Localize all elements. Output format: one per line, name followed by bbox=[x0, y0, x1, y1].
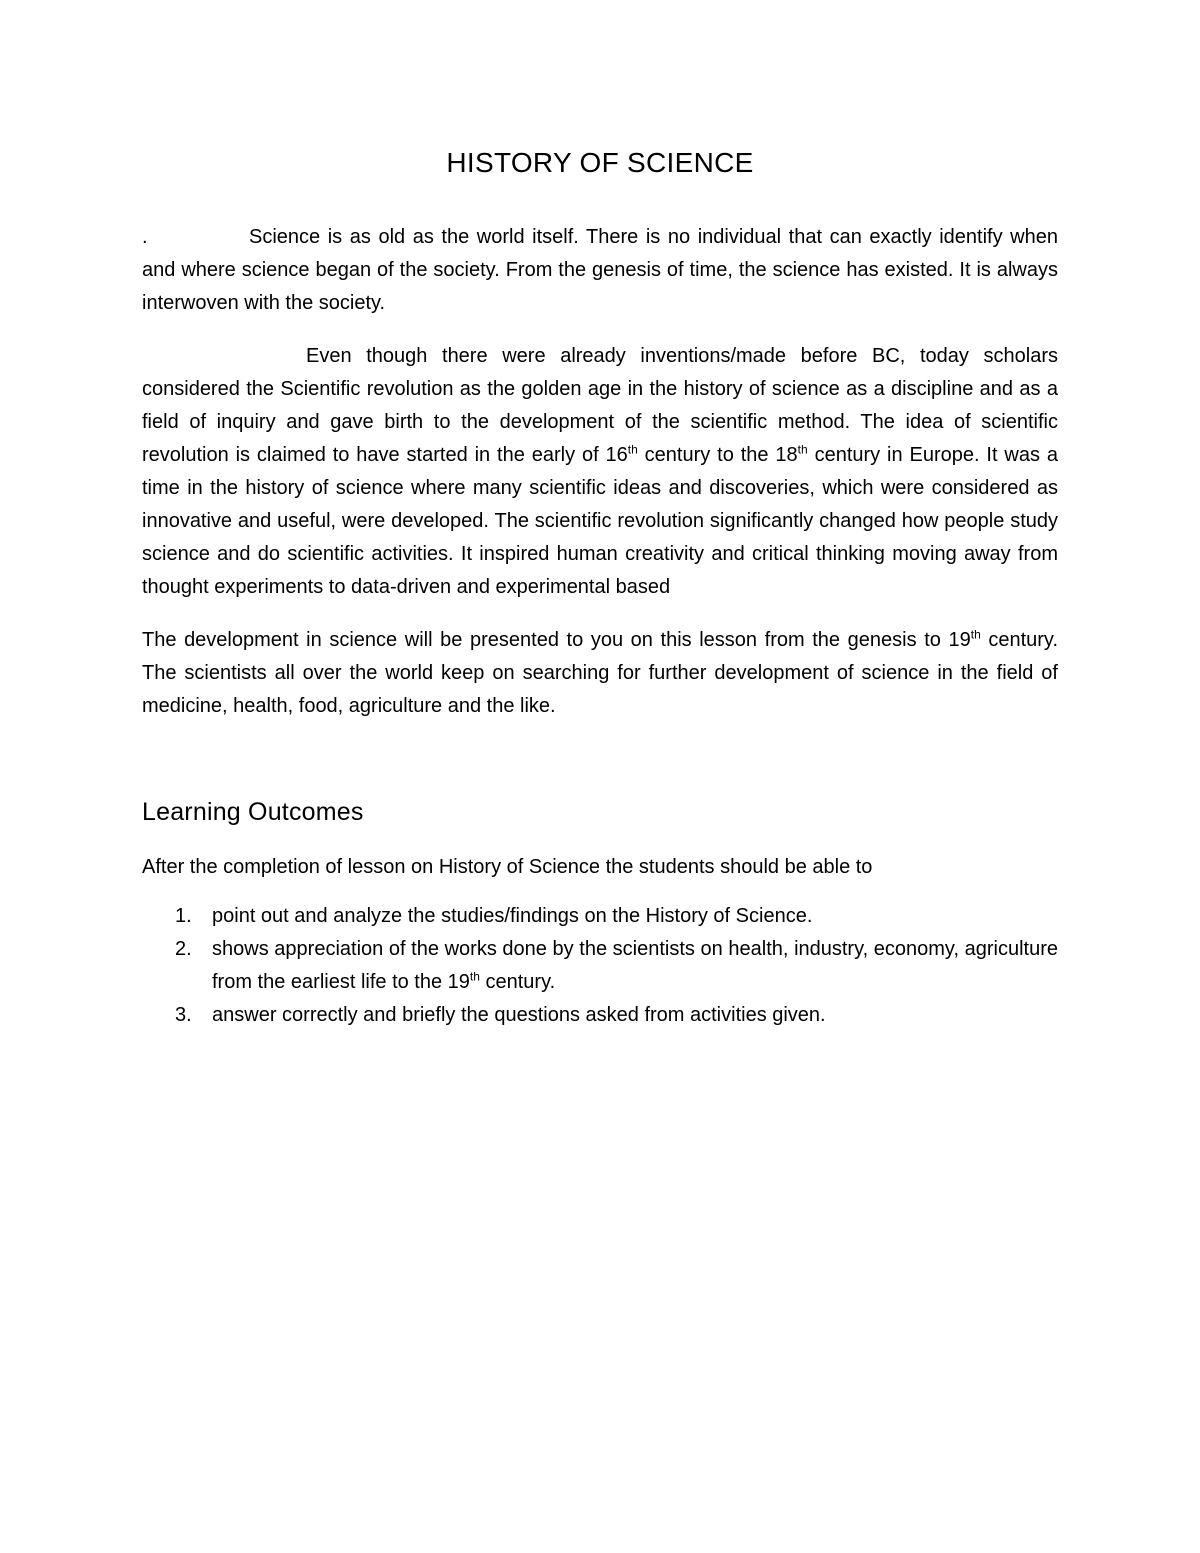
superscript-th: th bbox=[970, 627, 981, 642]
paragraph-lead-mark: . bbox=[142, 226, 148, 248]
list-item bbox=[142, 933, 1058, 999]
list-item-text: point out and analyze the studies/findings on the History of Science. bbox=[212, 905, 813, 927]
paragraph-development-part1: The development in science will be presented to you on this lesson from the genesis to 19 bbox=[142, 629, 971, 651]
paragraph-intro bbox=[142, 221, 1058, 320]
list-item-number: 1. bbox=[175, 905, 192, 927]
list-item bbox=[142, 900, 1058, 933]
learning-outcomes-intro: After the completion of lesson on History of Science the students should be able to bbox=[142, 856, 873, 878]
document-content bbox=[142, 145, 1058, 1032]
paragraph-revolution-part1: Even though there were already inventions/made before BC, today scholars considered the Scientific revolution as the golden age in the history of science as a discipline and as a field of inquiry and gave birth to the development of the scientific method. The idea of scientific revolution is claimed to have started in the early of 16 bbox=[142, 345, 1058, 466]
learning-outcomes-list bbox=[142, 900, 1058, 1032]
document-title: HISTORY OF SCIENCE bbox=[446, 147, 754, 178]
list-item bbox=[142, 999, 1058, 1032]
paragraph-revolution-part3: century in Europe. It was a time in the history of science where many scientific ideas and discoveries, which were considered as innovative and useful, were developed. The scientific revolution significantly changed how people study science and do scientific activities. It inspired human creativity and critical thinking moving away from thought experiments to data-driven and experimental based bbox=[142, 444, 1059, 598]
superscript-th: th bbox=[469, 969, 480, 984]
paragraph-scientific-revolution bbox=[142, 340, 1058, 604]
paragraph-development-part2: century. The scientists all over the world keep on searching for further development of science in the field of medicine, health, food, agriculture and the like. bbox=[142, 629, 1059, 717]
superscript-th: th bbox=[627, 442, 638, 457]
paragraph-development bbox=[142, 624, 1058, 723]
list-item-number: 3. bbox=[175, 1004, 192, 1026]
list-item-text-part2: century. bbox=[479, 971, 556, 993]
paragraph-revolution-part2: century to the 18 bbox=[637, 444, 798, 466]
paragraph-intro-text: Science is as old as the world itself. There is no individual that can exactly identify when and where science began of the society. From the genesis of time, the science has existed. It is always interwoven with the society. bbox=[142, 226, 1058, 314]
section-heading-learning-outcomes: Learning Outcomes bbox=[142, 798, 364, 826]
superscript-th: th bbox=[797, 442, 808, 457]
list-item-text-part1: shows appreciation of the works done by the scientists on health, industry, economy, agriculture from the earliest life to the 19 bbox=[212, 938, 1058, 993]
list-item-number: 2. bbox=[175, 938, 192, 960]
list-item-text: answer correctly and briefly the questions asked from activities given. bbox=[212, 1004, 826, 1026]
